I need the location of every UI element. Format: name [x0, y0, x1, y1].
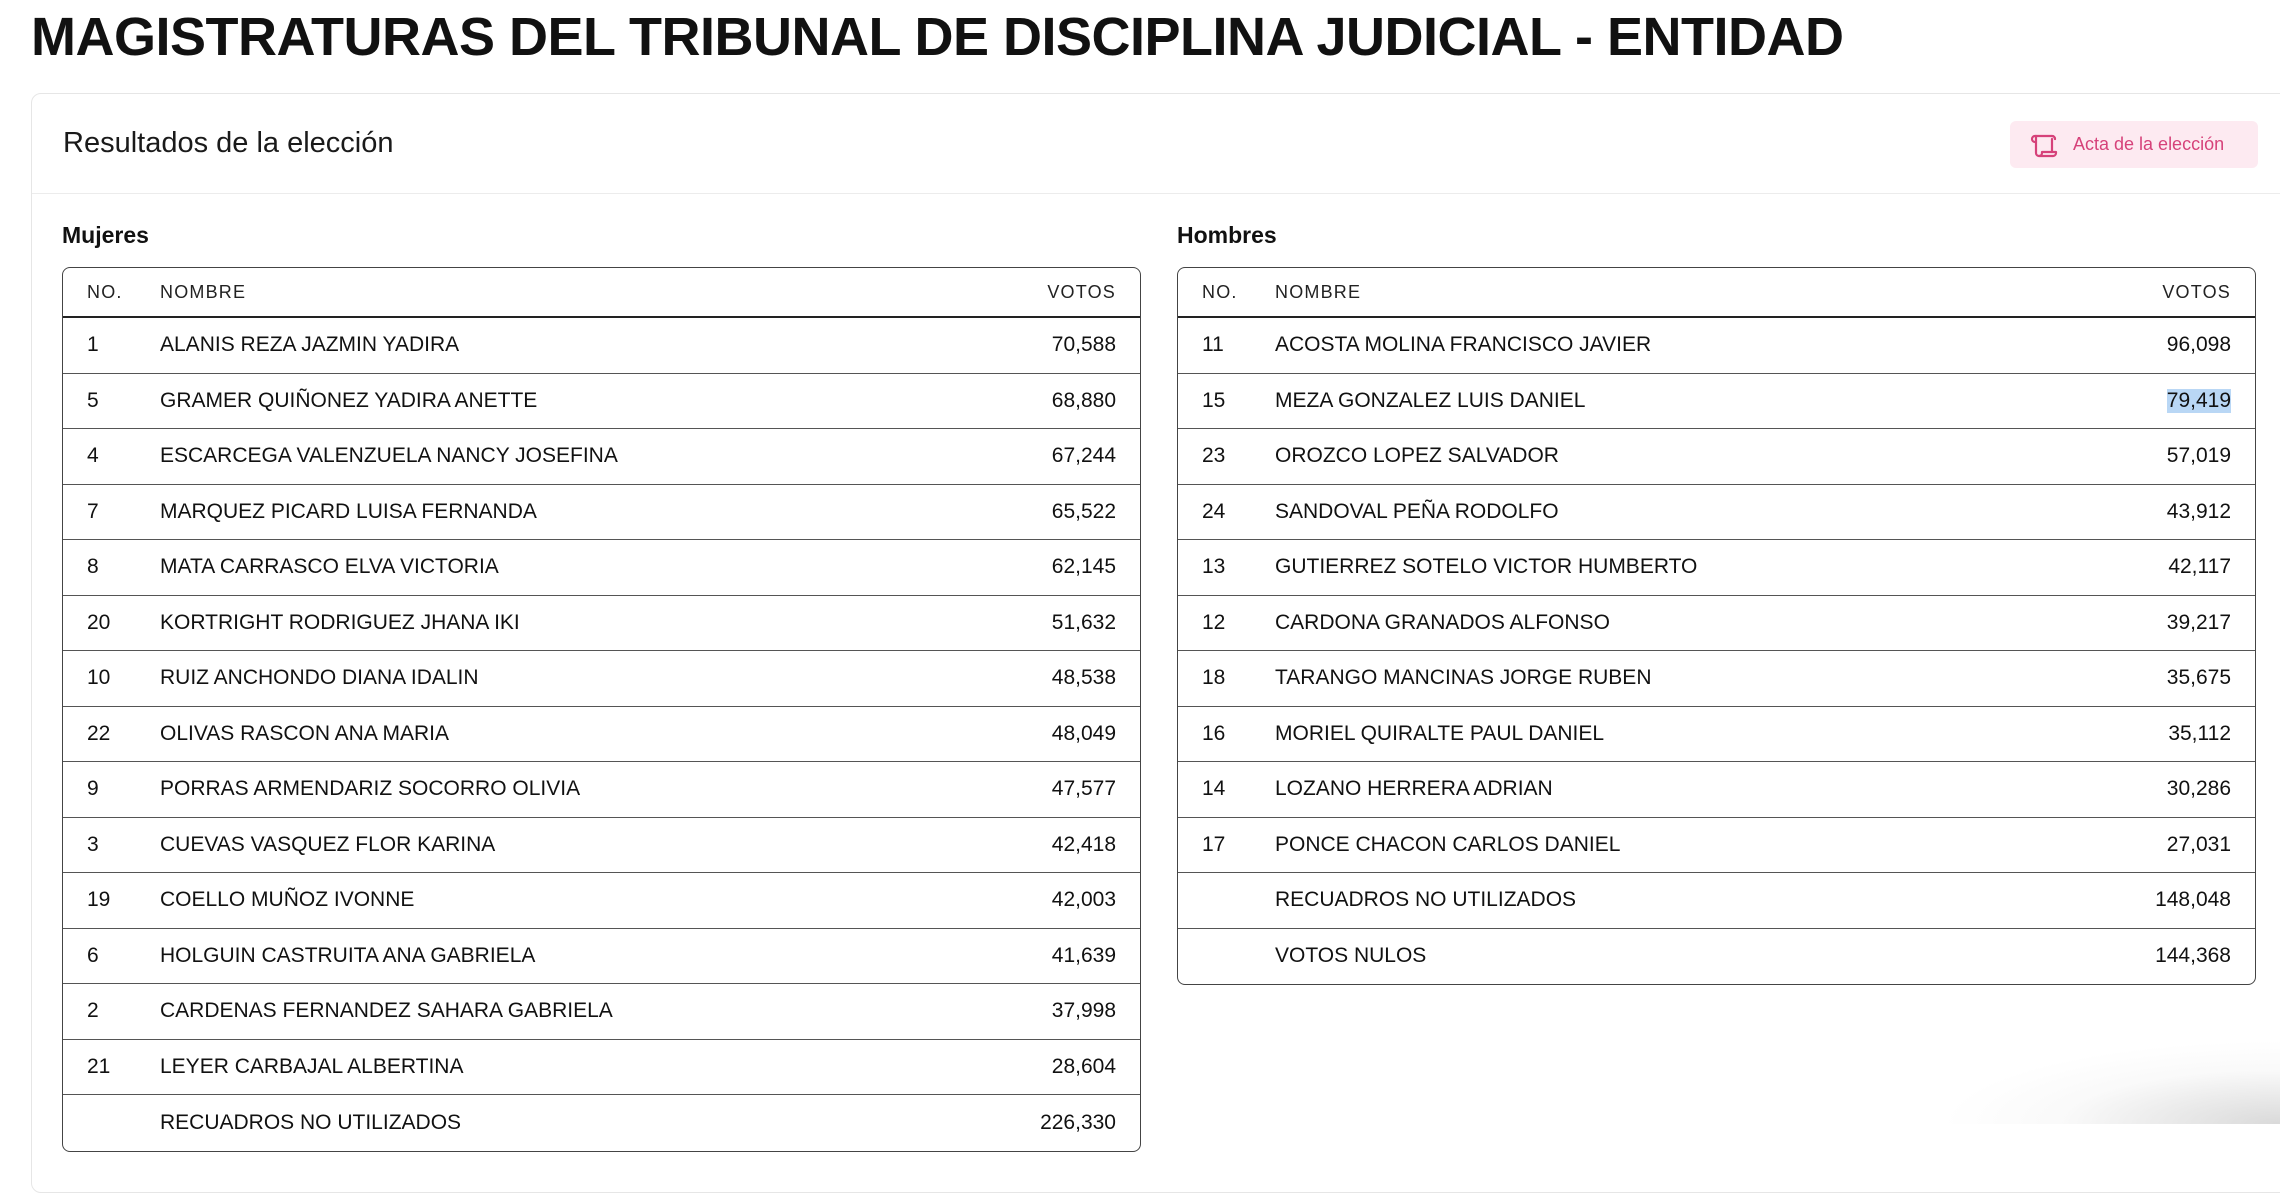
candidate-name-text: SANDOVAL PEÑA RODOLFO	[1275, 499, 1559, 523]
candidate-name	[1275, 540, 1697, 595]
candidate-name	[1275, 873, 1576, 928]
hombres-heading: Hombres	[1177, 222, 1277, 248]
vote-count	[2167, 374, 2231, 429]
row-number-text: 20	[87, 610, 111, 634]
vote-count	[2155, 873, 2231, 928]
row-number-text: 23	[1202, 444, 1226, 468]
table-row	[63, 762, 1140, 818]
vote-count	[1052, 762, 1116, 817]
table-row	[1178, 429, 2255, 485]
mujeres-table	[62, 267, 1141, 1152]
column-header-no: NO.	[1202, 281, 1238, 302]
vote-count	[2167, 485, 2231, 540]
candidate-name-text: CARDENAS FERNANDEZ SAHARA GABRIELA	[160, 999, 613, 1023]
table-row	[63, 374, 1140, 430]
candidate-name	[1275, 707, 1604, 762]
vote-count-text: 42,117	[2168, 555, 2231, 579]
card-header	[32, 94, 2280, 194]
candidate-name	[1275, 374, 1585, 429]
candidate-name-text: RECUADROS NO UTILIZADOS	[160, 1110, 462, 1134]
vote-count	[1052, 540, 1116, 595]
candidate-name	[160, 651, 479, 706]
candidate-name-text: KORTRIGHT RODRIGUEZ JHANA IKI	[160, 610, 520, 634]
vote-count-text: 30,286	[2166, 777, 2231, 801]
row-number-text: 13	[1202, 555, 1226, 579]
table-row	[1178, 485, 2255, 541]
row-number-text: 1	[87, 333, 99, 357]
row-number	[87, 707, 110, 762]
column-header-no: NO.	[87, 281, 123, 302]
row-number-text: 22	[87, 721, 111, 745]
table-row	[1178, 818, 2255, 874]
table-row	[63, 1040, 1140, 1096]
acta-button-label: Acta de la elección	[2073, 134, 2225, 154]
row-number-text: 18	[1202, 666, 1226, 690]
row-number	[87, 873, 110, 928]
candidate-name-text: OROZCO LOPEZ SALVADOR	[1275, 444, 1559, 468]
row-number-text: 2	[87, 999, 99, 1023]
table-row	[63, 818, 1140, 874]
table-row	[63, 429, 1140, 485]
row-number-text: 16	[1202, 721, 1226, 745]
row-number-text: 10	[87, 666, 111, 690]
row-number	[87, 818, 99, 873]
candidate-name	[160, 485, 537, 540]
card-title: Resultados de la elección	[63, 127, 394, 159]
candidate-name	[1275, 485, 1559, 540]
row-number	[1202, 318, 1224, 373]
candidate-name	[160, 318, 459, 373]
vote-count-text: 35,112	[2168, 721, 2231, 745]
candidate-name	[160, 762, 580, 817]
row-number-text: 17	[1202, 832, 1226, 856]
vote-count	[2167, 318, 2231, 373]
page-title: MAGISTRATURAS DEL TRIBUNAL DE DISCIPLINA JUDICIAL - ENTIDAD	[31, 7, 1844, 67]
vote-count-text: 67,244	[1051, 444, 1116, 468]
hombres-table-header	[1178, 268, 2255, 318]
table-row	[63, 707, 1140, 763]
vote-count	[2167, 651, 2231, 706]
row-number	[87, 540, 99, 595]
candidate-name-text: HOLGUIN CASTRUITA ANA GABRIELA	[160, 943, 536, 967]
hombres-table-body	[1178, 318, 2255, 984]
vote-count	[2167, 596, 2231, 651]
vote-count-text: 28,604	[1051, 1054, 1116, 1078]
vote-count	[1052, 929, 1116, 984]
row-number-text: 14	[1202, 777, 1226, 801]
vote-count-text: 41,639	[1051, 943, 1116, 967]
vote-count	[1052, 707, 1116, 762]
row-number-text: 15	[1202, 388, 1226, 412]
hombres-table	[1177, 267, 2256, 985]
vote-count-text: 70,588	[1051, 333, 1116, 357]
candidate-name	[1275, 651, 1651, 706]
candidate-name	[160, 429, 618, 484]
vote-count-text: 48,538	[1051, 666, 1116, 690]
table-row	[63, 318, 1140, 374]
vote-count-text: 27,031	[2166, 832, 2231, 856]
table-row	[1178, 596, 2255, 652]
vote-count-text: 96,098	[2166, 333, 2231, 357]
vote-count	[2168, 540, 2231, 595]
row-number	[1202, 596, 1225, 651]
table-row	[63, 873, 1140, 929]
vote-count	[1052, 873, 1116, 928]
vote-count-text: 65,522	[1051, 499, 1116, 523]
column-header-name: NOMBRE	[160, 281, 247, 302]
mujeres-table-header	[63, 268, 1140, 318]
table-row	[63, 984, 1140, 1040]
candidate-name-text: COELLO MUÑOZ IVONNE	[160, 888, 415, 912]
vote-count	[2155, 929, 2231, 985]
row-number-text: 21	[87, 1054, 111, 1078]
candidate-name	[160, 707, 449, 762]
column-header-name: NOMBRE	[1275, 281, 1362, 302]
row-number-text: 24	[1202, 499, 1226, 523]
candidate-name-text: VOTOS NULOS	[1275, 944, 1427, 968]
table-row	[63, 929, 1140, 985]
row-number	[1202, 651, 1225, 706]
row-number-text: 5	[87, 388, 99, 412]
candidate-name	[160, 984, 613, 1039]
vote-count-text: 57,019	[2166, 444, 2231, 468]
vote-count-text: 68,880	[1051, 388, 1116, 412]
candidate-name-text: MORIEL QUIRALTE PAUL DANIEL	[1275, 721, 1605, 745]
row-number	[87, 318, 99, 373]
vote-count	[1052, 485, 1116, 540]
column-header-votes: VOTOS	[2162, 281, 2231, 302]
vote-count	[2167, 762, 2231, 817]
table-row	[63, 1095, 1140, 1151]
table-row	[1178, 762, 2255, 818]
row-number-text: 11	[1202, 333, 1224, 357]
candidate-name	[1275, 318, 1651, 373]
vote-count-text: 43,912	[2166, 499, 2231, 523]
candidate-name	[160, 374, 537, 429]
candidate-name	[160, 1095, 461, 1151]
candidate-name-text: RUIZ ANCHONDO DIANA IDALIN	[160, 666, 479, 690]
candidate-name-text: CUEVAS VASQUEZ FLOR KARINA	[160, 832, 496, 856]
candidate-name-text: ALANIS REZA JAZMIN YADIRA	[160, 333, 460, 357]
table-row	[1178, 374, 2255, 430]
vote-count-text: 37,998	[1051, 999, 1116, 1023]
row-number	[87, 1040, 110, 1095]
candidate-name	[160, 818, 495, 873]
candidate-name	[1275, 596, 1610, 651]
row-number	[1202, 707, 1225, 762]
row-number	[87, 984, 99, 1039]
row-number	[1202, 762, 1225, 817]
row-number	[87, 596, 110, 651]
vote-count-text: 39,217	[2166, 610, 2231, 634]
candidate-name	[160, 929, 535, 984]
candidate-name-text: GUTIERREZ SOTELO VICTOR HUMBERTO	[1275, 555, 1698, 579]
candidate-name-text: MATA CARRASCO ELVA VICTORIA	[160, 555, 499, 579]
candidate-name-text: TARANGO MANCINAS JORGE RUBEN	[1275, 666, 1652, 690]
candidate-name-text: LOZANO HERRERA ADRIAN	[1275, 777, 1553, 801]
table-row	[1178, 929, 2255, 985]
table-row	[63, 651, 1140, 707]
candidate-name-text: MARQUEZ PICARD LUISA FERNANDA	[160, 499, 537, 523]
table-row	[1178, 318, 2255, 374]
candidate-name-text: GRAMER QUIÑONEZ YADIRA ANETTE	[160, 388, 538, 412]
vote-count-text: 42,003	[1051, 888, 1116, 912]
mujeres-heading: Mujeres	[62, 222, 149, 248]
row-number-text: 12	[1202, 610, 1226, 634]
vote-count-text: 35,675	[2166, 666, 2231, 690]
candidate-name-text: CARDONA GRANADOS ALFONSO	[1275, 610, 1610, 634]
candidate-name	[160, 540, 499, 595]
row-number	[87, 762, 99, 817]
candidate-name	[160, 873, 414, 928]
candidate-name	[1275, 429, 1559, 484]
vote-count-text: 42,418	[1051, 832, 1116, 856]
vote-count	[2167, 429, 2231, 484]
vote-count-text: 51,632	[1051, 610, 1116, 634]
table-row	[63, 540, 1140, 596]
vote-count	[1052, 596, 1116, 651]
mujeres-table-body	[63, 318, 1140, 1151]
vote-count-text: 148,048	[2155, 888, 2231, 912]
table-row	[1178, 540, 2255, 596]
vote-count-text: 48,049	[1051, 721, 1116, 745]
row-number-text: 6	[87, 943, 99, 967]
vote-count	[1052, 1040, 1116, 1095]
vote-count	[1052, 984, 1116, 1039]
vote-count	[2167, 818, 2231, 873]
row-number	[1202, 429, 1225, 484]
candidate-name-text: PONCE CHACON CARLOS DANIEL	[1275, 832, 1621, 856]
scroll-icon	[2028, 131, 2058, 159]
table-row	[1178, 707, 2255, 763]
candidate-name	[1275, 929, 1426, 985]
column-header-votes: VOTOS	[1047, 281, 1116, 302]
candidate-name	[160, 596, 520, 651]
row-number-text: 4	[87, 444, 99, 468]
row-number	[87, 374, 99, 429]
table-row	[63, 485, 1140, 541]
table-row	[63, 596, 1140, 652]
row-number	[87, 651, 110, 706]
vote-count-text: 47,577	[1051, 777, 1116, 801]
candidate-name-text: MEZA GONZALEZ LUIS DANIEL	[1275, 388, 1586, 412]
row-number	[87, 485, 99, 540]
vote-count-text: 79,419	[2166, 388, 2231, 412]
row-number	[1202, 485, 1225, 540]
row-number-text: 9	[87, 777, 99, 801]
row-number	[1202, 374, 1225, 429]
row-number	[87, 929, 99, 984]
row-number	[87, 429, 99, 484]
vote-count	[1052, 818, 1116, 873]
candidate-name-text: PORRAS ARMENDARIZ SOCORRO OLIVIA	[160, 777, 581, 801]
candidate-name-text: ESCARCEGA VALENZUELA NANCY JOSEFINA	[160, 444, 618, 468]
table-row	[1178, 651, 2255, 707]
vote-count-text: 226,330	[1040, 1110, 1116, 1134]
vote-count-text: 62,145	[1051, 555, 1116, 579]
vote-count	[1040, 1095, 1116, 1151]
candidate-name-text: LEYER CARBAJAL ALBERTINA	[160, 1054, 464, 1078]
vote-count	[1052, 374, 1116, 429]
row-number-text: 7	[87, 499, 99, 523]
table-row	[1178, 873, 2255, 929]
row-number-text: 8	[87, 555, 99, 579]
candidate-name	[1275, 818, 1620, 873]
vote-count	[1052, 651, 1116, 706]
vote-count-text: 144,368	[2155, 944, 2231, 968]
vote-count	[1052, 318, 1116, 373]
candidate-name-text: ACOSTA MOLINA FRANCISCO JAVIER	[1275, 333, 1652, 357]
acta-button[interactable]	[2010, 121, 2258, 168]
candidate-name	[160, 1040, 463, 1095]
row-number-text: 19	[87, 888, 111, 912]
candidate-name-text: RECUADROS NO UTILIZADOS	[1275, 888, 1577, 912]
row-number-text: 3	[87, 832, 99, 856]
vote-count	[2168, 707, 2231, 762]
row-number	[1202, 818, 1225, 873]
vote-count	[1052, 429, 1116, 484]
row-number	[1202, 540, 1225, 595]
candidate-name	[1275, 762, 1553, 817]
candidate-name-text: OLIVAS RASCON ANA MARIA	[160, 721, 450, 745]
